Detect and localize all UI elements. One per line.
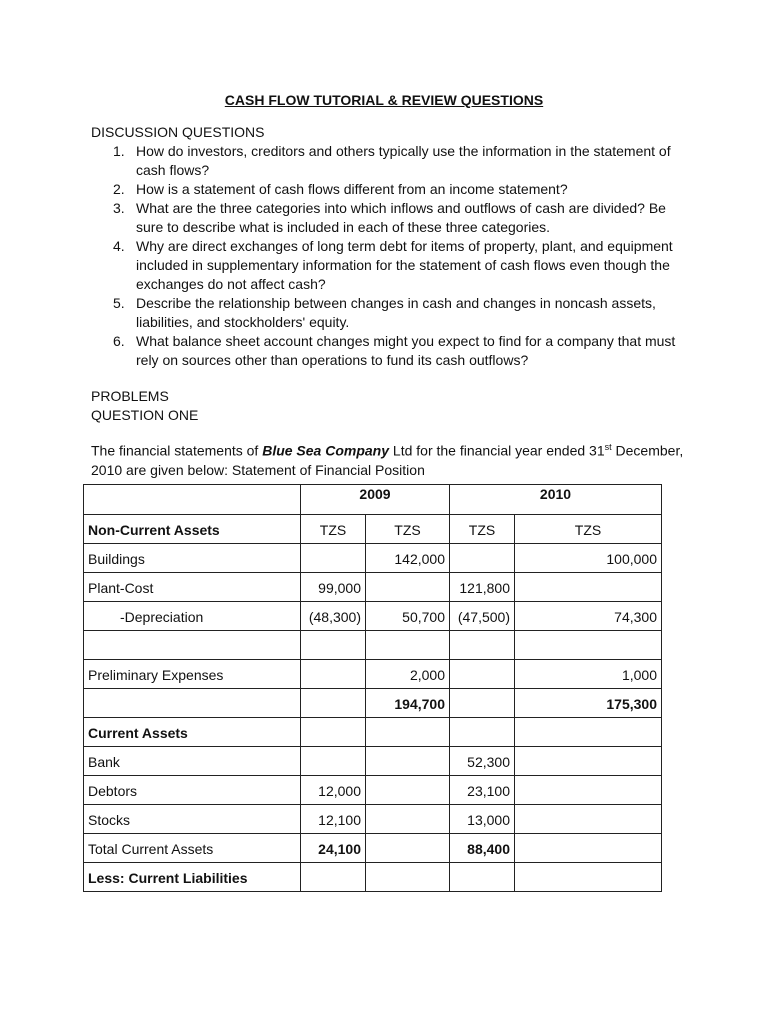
table-cell (366, 776, 450, 805)
table-cell (450, 689, 515, 718)
question-item: 2. How is a statement of cash flows different from an income statement? (113, 181, 568, 197)
table-cell (301, 689, 366, 718)
row-label (84, 689, 301, 718)
table-cell: (48,300) (301, 602, 366, 631)
row-label: Stocks (84, 805, 301, 834)
table-cell (450, 660, 515, 689)
table-cell: 74,300 (515, 602, 662, 631)
table-row (84, 834, 662, 863)
row-label: -Depreciation (84, 602, 301, 631)
table-cell (366, 631, 450, 660)
table-cell: 100,000 (515, 544, 662, 573)
table-cell: 175,300 (515, 689, 662, 718)
table-cell: 99,000 (301, 573, 366, 602)
table-cell (301, 631, 366, 660)
problem-intro: The financial statements of Blue Sea Company Ltd for the financial year ended 31st December, 2010 are given below: Statement of Financial Position (91, 442, 684, 478)
table-cell: 88,400 (450, 834, 515, 863)
question-item: 4. Why are direct exchanges of long term debt for items of property, plant, and equipment included in supplementary information for the statement of cash flows even though the exchanges do not affect cash? (113, 238, 673, 292)
table-cell (450, 863, 515, 892)
table-row (84, 602, 662, 631)
table-cell: 24,100 (301, 834, 366, 863)
table-row (84, 660, 662, 689)
table-row (84, 863, 662, 892)
row-label: Bank (84, 747, 301, 776)
table-cell (366, 834, 450, 863)
table-cell: (47,500) (450, 602, 515, 631)
row-label: Debtors (84, 776, 301, 805)
row-label: Plant-Cost (84, 573, 301, 602)
table-row (84, 573, 662, 602)
row-label (84, 631, 301, 660)
row-label: Buildings (84, 544, 301, 573)
table-cell: 142,000 (366, 544, 450, 573)
table-row (84, 631, 662, 660)
table-cell: 50,700 (366, 602, 450, 631)
table-cell (366, 747, 450, 776)
table-cell (301, 544, 366, 573)
table-cell: 12,000 (301, 776, 366, 805)
table-cell (515, 573, 662, 602)
financial-position-table (83, 484, 662, 892)
row-label: Non-Current Assets (84, 515, 301, 544)
question-one-heading: QUESTION ONE (91, 407, 199, 423)
row-label: Total Current Assets (84, 834, 301, 863)
table-cell (84, 485, 301, 515)
table-cell (301, 747, 366, 776)
table-cell (515, 631, 662, 660)
table-cell: 2,000 (366, 660, 450, 689)
question-item: 3. What are the three categories into which inflows and outflows of cash are divided? Be sure to describe what is included in each of these three categories. (113, 200, 666, 235)
row-label: Preliminary Expenses (84, 660, 301, 689)
table-cell: TZS (450, 515, 515, 544)
table-cell: 1,000 (515, 660, 662, 689)
company-name: Blue Sea Company (262, 442, 390, 459)
table-row (84, 747, 662, 776)
table-cell (301, 718, 366, 747)
table-cell: 12,100 (301, 805, 366, 834)
table-cell: TZS (366, 515, 450, 544)
row-label: Less: Current Liabilities (84, 863, 301, 892)
table-row (84, 544, 662, 573)
table-cell (515, 805, 662, 834)
table-cell (366, 863, 450, 892)
table-cell (515, 718, 662, 747)
table-cell (301, 660, 366, 689)
discussion-heading: DISCUSSION QUESTIONS (91, 124, 265, 140)
table-row (84, 805, 662, 834)
table-cell: 121,800 (450, 573, 515, 602)
row-label: Current Assets (84, 718, 301, 747)
table-cell: 194,700 (366, 689, 450, 718)
table-cell (301, 863, 366, 892)
table-row (84, 776, 662, 805)
table-cell (515, 863, 662, 892)
table-cell (450, 718, 515, 747)
table-row (84, 689, 662, 718)
table-cell (450, 631, 515, 660)
question-item: 5. Describe the relationship between changes in cash and changes in noncash assets, liabilities, and stockholders' equity. (113, 295, 656, 330)
table-cell: TZS (301, 515, 366, 544)
table-row (84, 515, 662, 544)
table-cell: 52,300 (450, 747, 515, 776)
table-cell: TZS (515, 515, 662, 544)
table-cell (366, 718, 450, 747)
document-title: CASH FLOW TUTORIAL & REVIEW QUESTIONS (224, 92, 544, 108)
table-row (84, 718, 662, 747)
table-cell: 23,100 (450, 776, 515, 805)
question-item: 1. How do investors, creditors and others typically use the information in the statement of cash flows? (113, 143, 671, 178)
table-cell (450, 544, 515, 573)
table-cell (515, 747, 662, 776)
table-cell (366, 805, 450, 834)
question-item: 6. What balance sheet account changes might you expect to find for a company that must rely on sources other than operations to fund its cash outflows? (113, 333, 676, 368)
table-cell (515, 834, 662, 863)
year-header: 2009 (301, 485, 450, 515)
problems-heading: PROBLEMS (91, 388, 169, 404)
table-cell (366, 573, 450, 602)
table-cell (515, 776, 662, 805)
table-cell: 13,000 (450, 805, 515, 834)
discussion-question-list (91, 142, 681, 370)
year-header: 2010 (450, 485, 662, 515)
table-header-row (84, 485, 662, 515)
